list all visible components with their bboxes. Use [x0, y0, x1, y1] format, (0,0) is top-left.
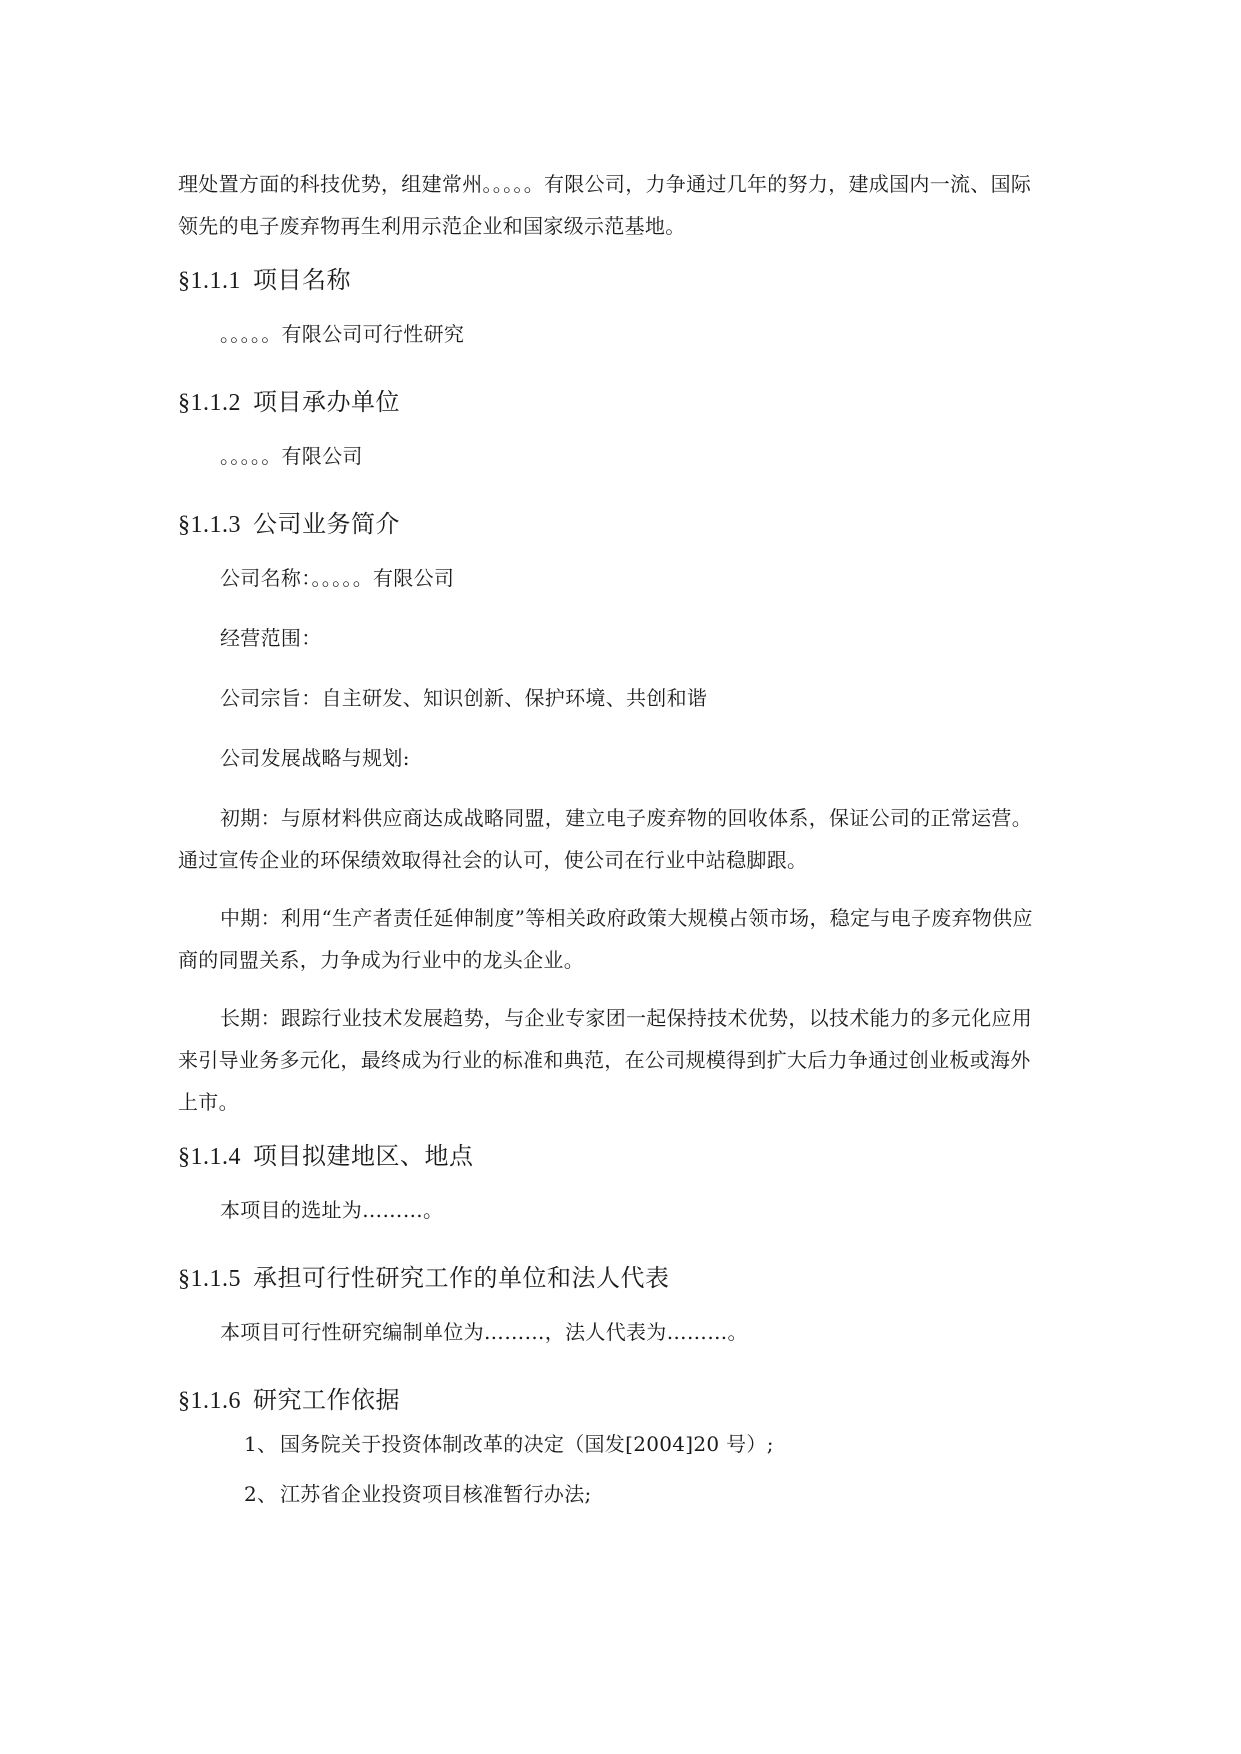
section-number: §1.1.1 [178, 268, 241, 294]
project-name-text: 。。。。。有限公司可行性研究 [220, 322, 465, 346]
mid-stage-line-1: 中期：利用“生产者责任延伸制度”等相关政府政策大规模占领市场，稳定与电子废弃物供应 [220, 906, 1033, 930]
intro-line-1: 理处置方面的科技优势，组建常州。。。。。有限公司，力争通过几年的努力，建成国内一流、国际 [178, 172, 1032, 196]
site-location-text: 本项目的选址为………。 [220, 1198, 444, 1222]
section-heading-1-1-3 [178, 508, 400, 541]
project-unit-text: 。。。。。有限公司 [220, 444, 363, 468]
list-item-number: 1、 [244, 1432, 278, 1456]
section-number: §1.1.5 [178, 1266, 241, 1292]
section-title: 项目承办单位 [253, 388, 400, 416]
list-item-text: 江苏省企业投资项目核准暂行办法; [280, 1482, 592, 1506]
basis-list-item [244, 1480, 592, 1508]
section-number: §1.1.6 [178, 1388, 241, 1414]
long-stage-line-3: 上市。 [178, 1090, 239, 1114]
list-item-number: 2、 [244, 1482, 278, 1506]
early-stage-line-1: 初期：与原材料供应商达成战略同盟，建立电子废弃物的回收体系，保证公司的正常运营。 [220, 806, 1032, 830]
strategy-heading-line: 公司发展战略与规划: [220, 746, 410, 770]
mid-stage-line-2: 商的同盟关系，力争成为行业中的龙头企业。 [178, 948, 584, 972]
basis-list-item [244, 1430, 774, 1458]
section-title: 项目拟建地区、地点 [253, 1142, 474, 1170]
section-heading-1-1-1 [178, 264, 351, 297]
section-number: §1.1.4 [178, 1144, 241, 1170]
early-stage-line-2: 通过宣传企业的环保绩效取得社会的认可，使公司在行业中站稳脚跟。 [178, 848, 808, 872]
company-name-line: 公司名称：。。。。。有限公司 [220, 566, 455, 590]
section-title: 研究工作依据 [253, 1386, 400, 1414]
section-heading-1-1-6 [178, 1384, 400, 1417]
section-heading-1-1-5 [178, 1262, 670, 1295]
long-stage-line-1: 长期：跟踪行业技术发展趋势，与企业专家团一起保持技术优势，以技术能力的多元化应用 [220, 1006, 1032, 1030]
section-heading-1-1-2 [178, 386, 400, 419]
long-stage-line-2: 来引导业务多元化，最终成为行业的标准和典范，在公司规模得到扩大后力争通过创业板或海外 [178, 1048, 1031, 1072]
research-unit-text: 本项目可行性研究编制单位为………，法人代表为………。 [220, 1320, 748, 1344]
section-heading-1-1-4 [178, 1140, 474, 1173]
section-title: 项目名称 [253, 266, 351, 294]
section-title: 公司业务简介 [253, 510, 400, 538]
company-purpose-line: 公司宗旨：自主研发、知识创新、保护环境、共创和谐 [220, 686, 708, 710]
section-number: §1.1.2 [178, 390, 241, 416]
business-scope-line: 经营范围： [220, 626, 322, 650]
section-title: 承担可行性研究工作的单位和法人代表 [253, 1264, 670, 1292]
intro-line-2: 领先的电子废弃物再生利用示范企业和国家级示范基地。 [178, 214, 686, 238]
list-item-text: 国务院关于投资体制改革的决定（国发[2004]20 号）; [280, 1432, 774, 1456]
section-number: §1.1.3 [178, 512, 241, 538]
